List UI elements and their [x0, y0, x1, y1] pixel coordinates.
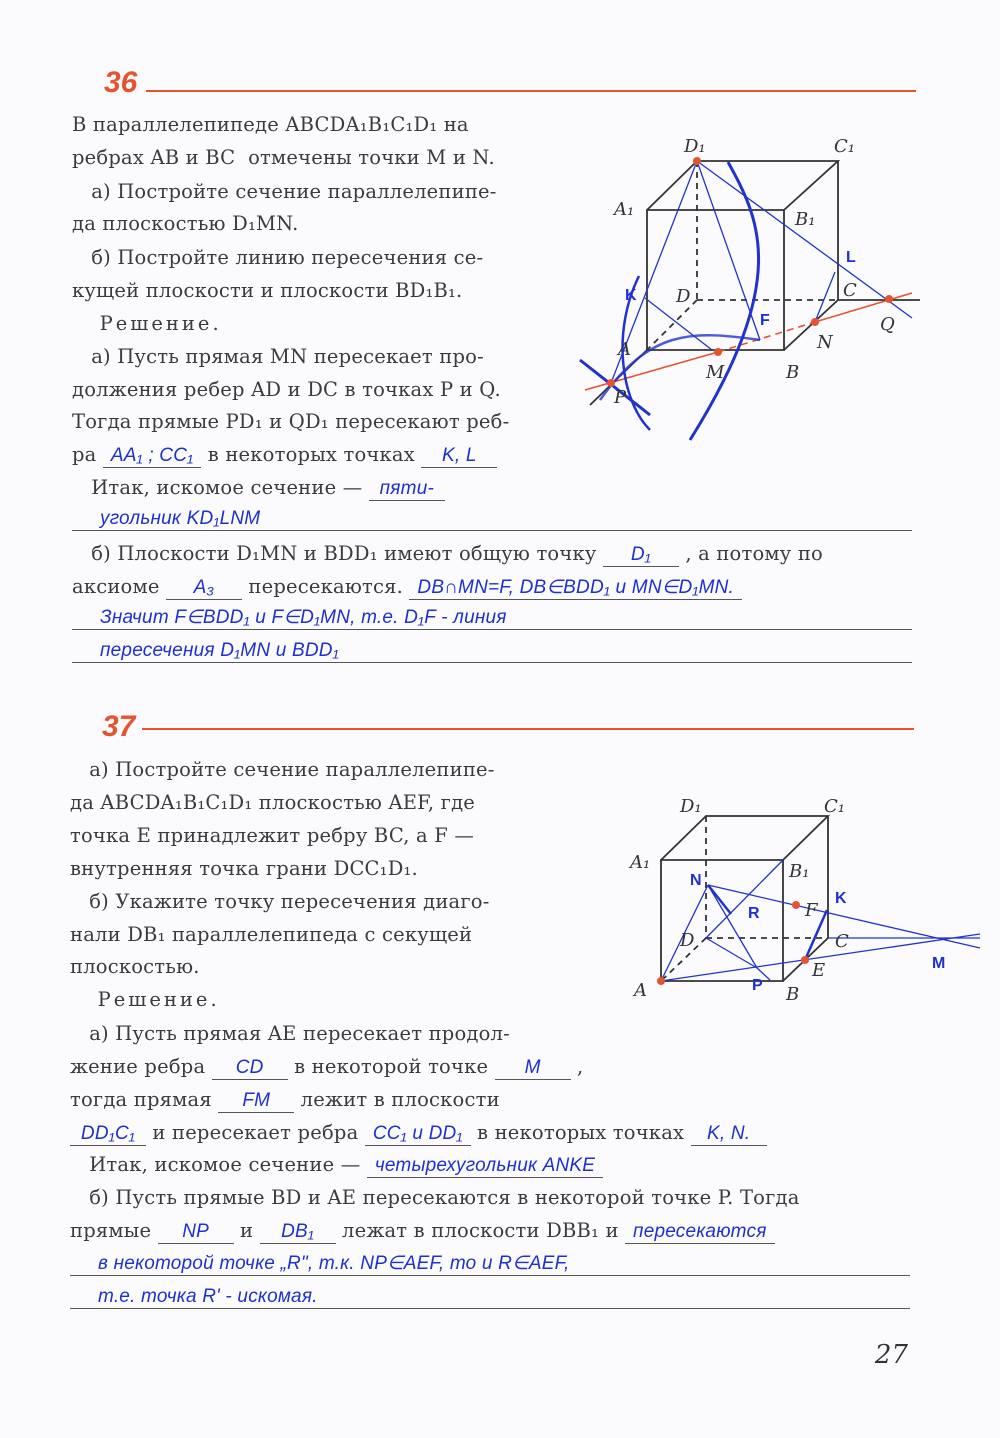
printed-text: б) Плоскости D₁MN и BDD₁ имеют общую точку: [72, 542, 603, 565]
printed-text: , а потому по: [678, 542, 823, 565]
handwritten-answer[interactable]: AA₁ ; CC₁: [103, 445, 201, 468]
printed-text: Итак, искомое сечение —: [70, 1153, 367, 1176]
vertex-label: B₁: [789, 861, 810, 882]
printed-text: в некоторых точках: [201, 443, 422, 466]
vertex-label: N: [817, 332, 833, 353]
handwritten-point-label: F: [760, 312, 770, 329]
handwritten-answer[interactable]: пяти-: [369, 478, 445, 501]
handwritten-point-label: L: [846, 249, 856, 266]
printed-text: б) Пусть прямые BD и AE пересекаются в некоторой точке P. Тогда: [70, 1186, 800, 1209]
printed-text: б) Постройте линию пересечения се-: [72, 246, 484, 269]
handwritten-answer[interactable]: CC₁ и DD₁: [365, 1123, 471, 1146]
printed-text: кущей плоскости и плоскости BD₁B₁.: [72, 279, 463, 302]
vertex-label: D₁: [680, 796, 702, 817]
vertex-label: A: [634, 980, 647, 1001]
vertex-label: B: [786, 362, 800, 383]
handwritten-answer[interactable]: пересечения D₁MN и BDD₁: [100, 640, 339, 661]
handwritten-answer[interactable]: NP: [158, 1221, 234, 1244]
printed-text: ,: [570, 1055, 584, 1078]
handwritten-point-label: K: [625, 287, 637, 304]
handwritten-answer[interactable]: M: [495, 1057, 571, 1080]
handwritten-answer[interactable]: FM: [218, 1090, 294, 1113]
printed-text: пересекаются.: [241, 575, 410, 598]
handwritten-answer[interactable]: D₁: [603, 544, 679, 567]
printed-text: да плоскостью D₁MN.: [72, 212, 299, 235]
printed-text: лежит в плоскости: [294, 1088, 500, 1111]
problem-36-number: 36: [104, 66, 138, 99]
vertex-label: D₁: [684, 136, 706, 157]
handwritten-answer[interactable]: DD₁C₁: [70, 1123, 146, 1146]
printed-text: Решение.: [70, 988, 220, 1011]
handwritten-point-label: N: [690, 872, 702, 889]
handwritten-point-label: M: [932, 955, 946, 972]
vertex-label: F: [805, 900, 818, 921]
printed-text: ра: [72, 443, 103, 466]
printed-text: ребрах AB и BC отмечены точки M и N.: [72, 146, 495, 169]
printed-text: аксиоме: [72, 575, 166, 598]
handwritten-answer[interactable]: A₃: [166, 577, 242, 600]
vertex-label: E: [812, 960, 826, 981]
page-number: 27: [874, 1340, 908, 1370]
printed-text: б) Укажите точку пересечения диаго-: [70, 890, 490, 913]
handwritten-answer[interactable]: DB∩MN=F, DB∈BDD₁ и MN∈D₁MN.: [409, 577, 742, 600]
printed-text: точка E принадлежит ребру BC, а F —: [70, 824, 475, 847]
problem-37-number: 37: [102, 710, 136, 743]
handwritten-answer[interactable]: K, L: [421, 445, 497, 468]
vertex-label: P: [614, 387, 627, 408]
vertex-label: A₁: [630, 852, 651, 873]
printed-text: прямые: [70, 1219, 158, 1242]
printed-text: плоскостью.: [70, 955, 200, 978]
handwritten-point-label: R: [748, 905, 760, 922]
handwritten-answer[interactable]: Значит F∈BDD₁ и F∈D₁MN, т.е. D₁F - линия: [100, 607, 507, 628]
vertex-label: A₁: [614, 199, 635, 220]
printed-text: должения ребер AD и DC в точках P и Q.: [72, 378, 501, 401]
printed-text: жение ребра: [70, 1055, 212, 1078]
printed-text: в некоторых точках: [470, 1121, 691, 1144]
printed-text: внутренняя точка грани DCC₁D₁.: [70, 857, 418, 880]
handwritten-answer[interactable]: четырехугольник ANKE: [367, 1155, 603, 1178]
printed-text: и пересекает ребра: [146, 1121, 365, 1144]
printed-text: лежат в плоскости DBB₁ и: [335, 1219, 626, 1242]
vertex-label: Q: [880, 314, 895, 335]
handwritten-answer[interactable]: пересекаются: [625, 1221, 775, 1244]
printed-text: и: [233, 1219, 260, 1242]
vertex-label: C: [843, 280, 857, 301]
printed-text: нали DB₁ параллелепипеда с секущей: [70, 923, 473, 946]
vertex-label: C₁: [824, 796, 845, 817]
figure-36-parallelepiped: [590, 161, 920, 405]
vertex-label: D: [676, 286, 691, 307]
vertex-label: B: [786, 984, 800, 1005]
vertex-label: D: [680, 930, 695, 951]
printed-text: Итак, искомое сечение —: [72, 476, 369, 499]
vertex-label: B₁: [795, 209, 816, 230]
handwritten-answer[interactable]: т.е. точка R' - искомая.: [98, 1286, 318, 1307]
vertex-label: C₁: [834, 136, 855, 157]
printed-text: а) Пусть прямая AE пересекает продол-: [70, 1022, 510, 1045]
printed-text: в некоторой точке: [287, 1055, 495, 1078]
printed-text: Решение.: [72, 312, 222, 335]
vertex-label: C: [835, 931, 849, 952]
printed-text: В параллелепипеде ABCDA₁B₁C₁D₁ на: [72, 113, 469, 136]
vertex-label: A: [618, 339, 631, 360]
figure-37-labels: [628, 796, 945, 1005]
printed-text: а) Пусть прямая MN пересекает про-: [72, 345, 484, 368]
handwritten-answer[interactable]: CD: [212, 1057, 288, 1080]
handwritten-point-label: P: [752, 977, 763, 994]
handwritten-answer[interactable]: K, N.: [691, 1123, 767, 1146]
handwritten-answer[interactable]: DB₁: [260, 1221, 336, 1244]
handwritten-answer[interactable]: угольник KD₁LNM: [100, 508, 261, 529]
handwritten-answer[interactable]: в некоторой точке „R", т.к. NP∈AEF, то и R∈AEF,: [98, 1253, 570, 1274]
vertex-label: M: [706, 362, 725, 383]
printed-text: а) Постройте сечение параллелепипе-: [70, 758, 495, 781]
printed-text: тогда прямая: [70, 1088, 219, 1111]
handwritten-point-label: K: [835, 890, 847, 907]
printed-text: Тогда прямые PD₁ и QD₁ пересекают реб-: [72, 410, 510, 433]
printed-text: да ABCDA₁B₁C₁D₁ плоскостью AEF, где: [70, 791, 476, 814]
printed-text: а) Постройте сечение параллелепипе-: [72, 180, 497, 203]
